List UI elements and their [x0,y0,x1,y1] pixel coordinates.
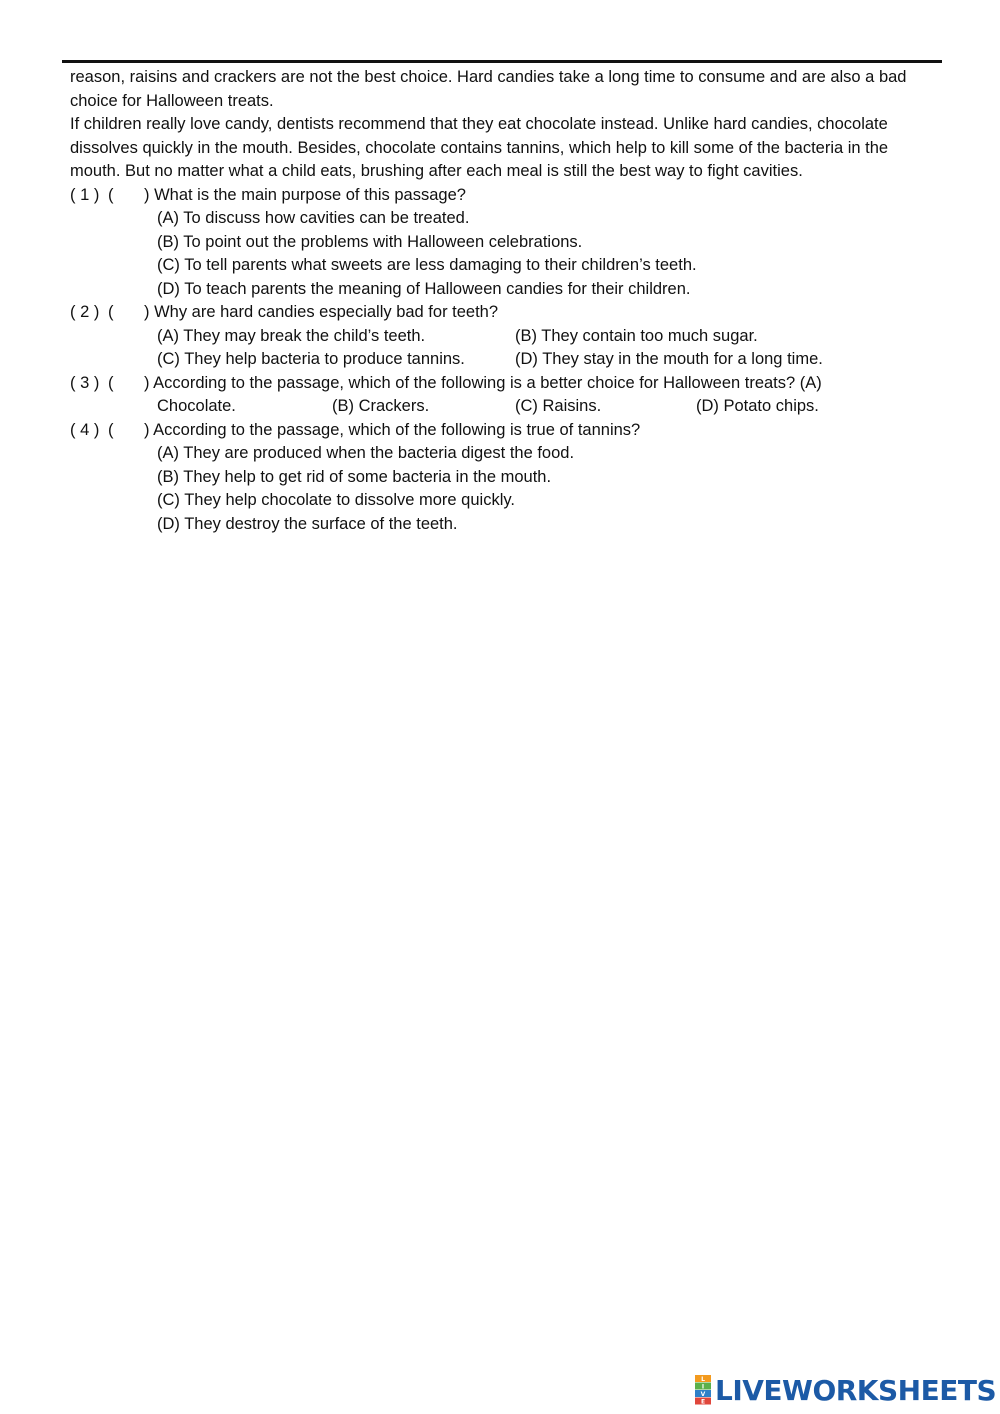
option-4b: (B) They help to get rid of some bacteria in the mouth. [157,467,552,486]
option-2d: (D) They stay in the mouth for a long time. [515,350,823,368]
option-3a: Chocolate. [157,397,236,415]
option-1c: (C) To tell parents what sweets are less damaging to their children’s teeth. [157,256,697,274]
question-2 [70,301,930,325]
question-3 [70,372,930,396]
option-2a: (A) They may break the child’s teeth. [157,326,426,345]
option-3b: (B) Crackers. [332,397,430,415]
question-number: ( 1 ) [70,185,100,204]
question-1 [70,184,930,208]
svg-text:E: E [700,1398,706,1405]
live-tiles-icon [693,1375,713,1405]
svg-text:L: L [701,1376,705,1383]
answer-blank[interactable]: ( [108,420,114,439]
header-rule [62,60,942,63]
liveworksheets-logo[interactable] [693,1372,996,1408]
option-1d: (D) To teach parents the meaning of Halloween candies for their children. [157,279,691,298]
passage-paragraph-2: If children really love candy, dentists recommend that they eat chocolate instead. Unlike hard candies, chocolate dissolves quickly in the mouth. Besides, chocolate contains tannins, which help to kill some of the bacteria in the mouth. But no matter what a child eats, brushing after each meal is still the best way to fight cavities. [70,115,889,180]
option-2c: (C) They help bacteria to produce tannins. [157,350,465,368]
option-3c: (C) Raisins. [515,397,602,415]
svg-text:I: I [701,1383,705,1391]
option-4a: (A) They are produced when the bacteria digest the food. [157,444,575,462]
answer-blank[interactable]: ( [108,303,114,321]
question-text: ) According to the passage, which of the following is true of tannins? [144,420,641,439]
option-1a: (A) To discuss how cavities can be treated. [157,209,470,227]
option-3d: (D) Potato chips. [696,397,819,415]
option-2b: (B) They contain too much sugar. [515,326,758,345]
passage-paragraph-1: reason, raisins and crackers are not the best choice. Hard candies take a long time to consume and are also a bad choice for Halloween treats. [70,68,907,110]
option-4c: (C) They help chocolate to dissolve more quickly. [157,491,515,509]
option-row-2cd [70,348,930,372]
answer-blank[interactable]: ( [108,373,114,392]
svg-text:V: V [700,1391,706,1398]
question-text: ) What is the main purpose of this passage? [144,185,466,204]
question-4 [70,419,930,443]
option-4d: (D) They destroy the surface of the teeth. [157,514,458,533]
answer-blank[interactable]: ( [108,185,114,204]
option-row-3 [70,395,930,419]
option-row-2ab [70,325,930,349]
option-1b: (B) To point out the problems with Halloween celebrations. [157,232,583,251]
question-number: ( 2 ) [70,303,100,321]
question-number: ( 4 ) [70,420,100,439]
question-text: ) According to the passage, which of the following is a better choice for Halloween treats? (A) [144,373,822,392]
logo-text: LIVEWORKSHEETS [715,1373,997,1407]
question-text: ) Why are hard candies especially bad for teeth? [144,303,499,321]
question-number: ( 3 ) [70,373,100,392]
worksheet-content [70,66,930,536]
